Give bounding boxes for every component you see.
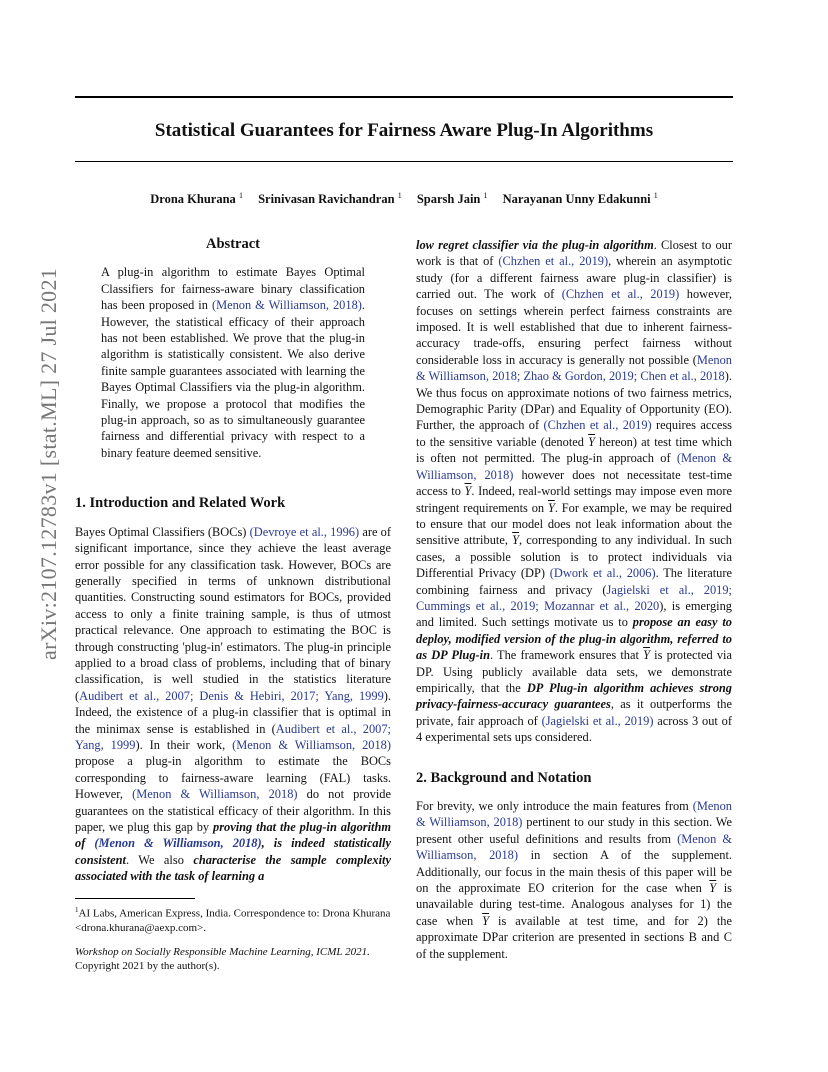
- intro-paragraph: Bayes Optimal Classifiers (BOCs) (Devroye et al., 1996) are of significant importance, since they achieve the least average error possible for any classification task. However, BOCs are generally specified in terms of unknown distributional quantities. Constructing sound estimators for BOCs, provided access to only a finite training sample, is thus of utmost practical relevance. One approach to estimating the BOC is through constructing 'plug-in' estimators. The plug-in principle applied to a broad class of problems, including that of binary classification, is well studied in the statistics literature (Audibert et al., 2007; Denis & Hebiri, 2017; Yang, 1999). Indeed, the existence of a plug-in classifier that is optimal in the minimax sense is established in (Audibert et al., 2007; Yang, 1999). In their work, (Menon & Williamson, 2018) propose a plug-in algorithm to estimate the BOCs corresponding to fairness-aware learning (FAL) tasks. However, (Menon & Williamson, 2018) do not provide guarantees on the statistical efficacy of their algorithm. In this paper, we plug this gap by proving that the plug-in algorithm of (Menon & Williamson, 2018), is indeed statistically consistent. We also characterise the sample complexity associated with the task of learning a: [75, 524, 392, 884]
- sensitive-variable: $\overline{Y}$: [643, 648, 650, 663]
- citation-link[interactable]: (Chzhen et al., 2019): [543, 418, 652, 433]
- citation-link[interactable]: (Menon & Williamson, 2018): [232, 737, 392, 752]
- citation-link[interactable]: Audibert et al., 2007; Yang, 1999: [75, 721, 391, 752]
- citation-link[interactable]: (Jagielski et al., 2019): [541, 713, 654, 728]
- author: Srinivasan Ravichandran $^1$: [258, 191, 402, 207]
- sensitive-variable: $\overline{Y}$: [547, 500, 555, 515]
- sensitive-variable: $\overline{Y}$: [512, 533, 520, 548]
- paper-title: Statistical Guarantees for Fairness Aware Plug-In Algorithms: [154, 120, 654, 141]
- citation-link[interactable]: (Dwork et al., 2006): [549, 566, 656, 581]
- sensitive-variable: $\overline{Y}$: [482, 913, 490, 928]
- author: Drona Khurana $^1$: [150, 191, 243, 207]
- workshop-name: Workshop on Socially Responsible Machine Learning, ICML 2021.: [75, 946, 370, 958]
- arxiv-identifier: arXiv:2107.12783v1 [stat.ML] 27 Jul 2021: [36, 267, 61, 660]
- title-rule-bottom: [75, 161, 733, 162]
- section-heading-background: 2. Background and Notation: [416, 769, 592, 786]
- venue-note: [75, 945, 405, 973]
- citation-link[interactable]: Audibert et al., 2007; Denis & Hebiri, 2017; Yang, 1999: [79, 688, 384, 703]
- citation-link[interactable]: (Chzhen et al., 2019): [561, 287, 680, 302]
- footnote-rule: [75, 898, 195, 899]
- sensitive-variable: $\overline{Y}$: [588, 434, 595, 449]
- citation-link[interactable]: (Menon & Williamson, 2018): [211, 298, 362, 313]
- author: Narayanan Unny Edakunni $^1$: [502, 191, 658, 207]
- author-list: [75, 191, 733, 207]
- affiliation-footnote: $^1$AI Labs, American Express, India. Correspondence to: Drona Khurana <drona.khurana@aexp.com>.: [75, 906, 391, 934]
- section-heading-introduction: 1. Introduction and Related Work: [75, 495, 286, 512]
- citation-link[interactable]: (Menon & Williamson, 2018): [416, 831, 732, 863]
- copyright: Copyright 2021 by the author(s).: [75, 960, 220, 972]
- citation-link[interactable]: Menon & Williamson, 2018; Zhao & Gordon, 2019; Chen et al., 2018: [416, 352, 732, 384]
- left-column: [75, 236, 391, 885]
- citation-link[interactable]: Jagielski et al., 2019; Cummings et al., 2019; Mozannar et al., 2020: [416, 582, 733, 613]
- abstract-body: A plug-in algorithm to estimate Bayes Optimal Classifiers for fairness-aware binary classification has been proposed in (Menon & Williamson, 2018). However, the statistical efficacy of their approach has not been established. We prove that the plug-in algorithm is statistically consistent. We also derive finite sample guarantees associated with learning the Bayes Optimal Classifiers via the plug-in algorithm. Finally, we propose a protocol that modifies the plug-in approach, so as to simultaneously guarantee fairness and differential privacy with respect to a binary feature deemed sensitive.: [101, 265, 366, 460]
- citation-link[interactable]: (Menon & Williamson, 2018): [132, 787, 298, 802]
- title-rule-top: [75, 96, 733, 98]
- citation-link[interactable]: (Devroye et al., 1996): [249, 524, 360, 539]
- citation-link[interactable]: (Menon & Williamson, 2018): [416, 451, 732, 482]
- citation-link[interactable]: (Chzhen et al., 2019): [498, 254, 609, 269]
- author: Sparsh Jain $^1$: [416, 191, 488, 207]
- right-column: [416, 237, 732, 962]
- sensitive-variable: $\overline{Y}$: [709, 881, 717, 896]
- sensitive-variable: $\overline{Y}$: [464, 484, 472, 499]
- abstract-heading: Abstract: [206, 236, 260, 252]
- background-paragraph: For brevity, we only introduce the main features from (Menon & Williamson, 2018) pertinent to our study in this section. We present other useful definitions and results from (Menon & Williamson, 2018) in section A of the supplement. Additionally, our focus in the main thesis of this paper will be on the approximate EO criterion for the case when $\overline{Y}$ is unavailable during test-time. Analogous analyses for 1) the case when $\overline{Y}$ is available at test time, and for 2) the approximate DPar criterion are presented in sections B and C of the supplement.: [416, 799, 732, 961]
- citation-link[interactable]: (Menon & Williamson, 2018): [416, 799, 732, 830]
- citation-link[interactable]: (Menon & Williamson, 2018): [94, 836, 262, 851]
- intro-paragraph-continued: low regret classifier via the plug-in algorithm. Closest to our work is that of (Chzhen et al., 2019), wherein an asymptotic study (for a different fairness aware plug-in classifier) is carried out. The work of (Chzhen et al., 2019) however, focuses on settings wherein perfect fairness constraints are imposed. It is well established that due to inherent fairness-accuracy trade-offs, ensuring perfect fairness without considerable loss in accuracy is generally not possible (Menon & Williamson, 2018; Zhao & Gordon, 2019; Chen et al., 2018). We thus focus on approximate notions of two fairness metrics, Demographic Parity (DPar) and Equality of Opportunity (EO). Further, the approach of (Chzhen et al., 2019) requires access to the sensitive variable (denoted $\overline{Y}$ hereon) at test time which is often not permitted. The plug-in approach of (Menon & Williamson, 2018) however does not necessitate test-time access to $\overline{Y}$. Indeed, real-world settings may impose even more stringent requirements on $\overline{Y}$. For example, we may be required to ensure that our model does not leak information about the sensitive attribute, $\overline{Y}$, corresponding to any individual. In such cases, a possible solution is to protect individuals via Differential Privacy (DP) (Dwork et al., 2006). The literature combining fairness and privacy (Jagielski et al., 2019; Cummings et al., 2019; Mozannar et al., 2020), is emerging and limited. Such settings motivate us to propose an easy to deploy, modified version of the plug-in algorithm, referred to as DP Plug-in. The framework ensures that $\overline{Y}$ is protected via DP. Using publicly available data sets, we demonstrate empirically, that the DP Plug-in algorithm achieves strong privacy-fairness-accuracy guarantees, as it outperforms the private, fair approach of (Jagielski et al., 2019) across 3 out of 4 experimental sets ups considered.: [416, 238, 733, 745]
